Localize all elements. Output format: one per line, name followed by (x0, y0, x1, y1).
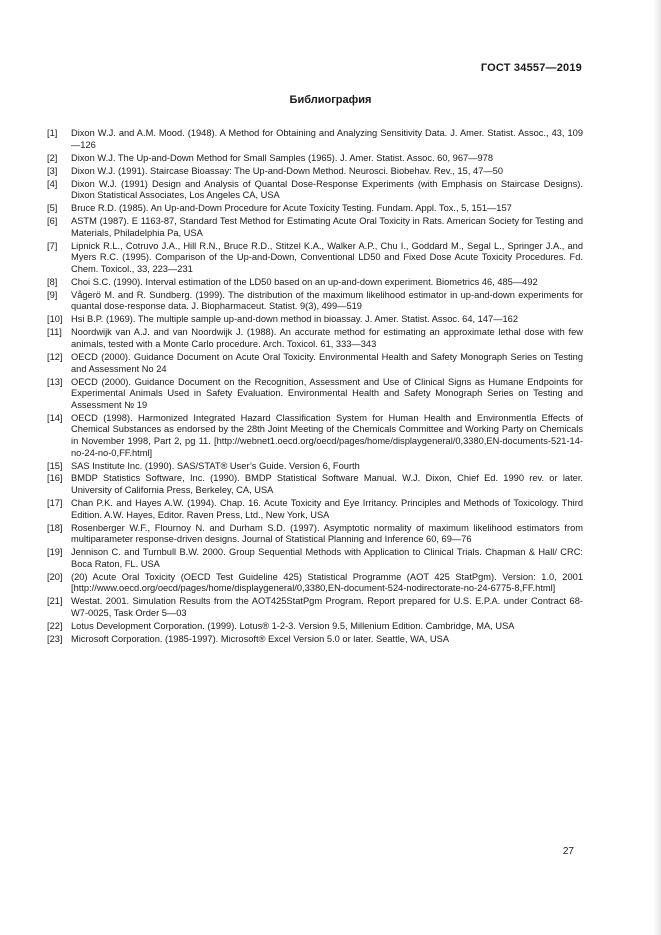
reference-item (47, 216, 583, 239)
reference-item (47, 547, 583, 570)
bibliography-list (47, 128, 583, 646)
reference-item (47, 461, 583, 473)
reference-item (47, 473, 583, 496)
reference-text: Jennison C. and Turnbull B.W. 2000. Group Sequential Methods with Application to Clinical Trials. Chapman & Hall/ CRC: Boca Raton, FL. USA (71, 547, 583, 569)
reference-item (47, 179, 583, 202)
reference-item (47, 290, 583, 313)
reference-number: [13] (47, 376, 63, 387)
reference-text: Dixon W.J. and A.M. Mood. (1948). A Method for Obtaining and Analyzing Sensitivity Data. J. Amer. Statist. Assoc., 43, 109—126 (71, 128, 583, 150)
reference-text: Rosenberger W.F., Flournoy N. and Durham S.D. (1997). Asymptotic normality of maximum likelihood estimators from multiparameter response-driven designs. Journal of Statistical Planning and Inference 60, 69—76 (71, 522, 583, 545)
reference-text: Choi S.C. (1990). Interval estimation of the LD50 based on an up-and-down experiment. Biometrics 46, 485—492 (71, 276, 538, 287)
reference-item (47, 523, 583, 546)
page-edge-shadow (653, 0, 661, 935)
reference-item (47, 153, 583, 165)
reference-text: OECD (1998). Harmonized Integrated Hazard Classification System for Human Health and Environmentla Effects of Chemical Substances as endorsed by the 28th Joint Meeting of the Chemicals Committee and Working Party on Chemicals in November 1998, Part 2, pg 11. [http://webnet1.oecd.org/oecd/pages/home/displaygeneral/0,3380,EN-documents-521-14-no-24-no-0,FF.html] (71, 412, 583, 458)
reference-text: Microsoft Corporation. (1985-1997). Microsoft® Excel Version 5.0 or later. Seattle, WA, USA (71, 633, 450, 644)
reference-item (47, 498, 583, 521)
reference-number: [5] (47, 203, 58, 214)
reference-item (47, 277, 583, 289)
reference-item (47, 352, 583, 375)
reference-number: [3] (47, 165, 58, 176)
reference-text: OECD (2000). Guidance Document on the Recognition, Assessment and Use of Clinical Signs as Humane Endpoints for Experimental Animals Used in Safety Evaluation. Environmental Health and Safety Monograph Series on Testing and Assessment № 19 (71, 376, 583, 410)
reference-item (47, 596, 583, 619)
reference-text: Westat. 2001. Simulation Results from the AOT425StatPgm Program. Report prepared for U.S. E.P.A. under Contract 68-W7-0025, Task Order 5—03 (71, 596, 583, 618)
reference-item (47, 241, 583, 276)
document-code: ГОСТ 34557—2019 (480, 62, 582, 74)
reference-number: [11] (47, 327, 62, 338)
reference-item (47, 572, 583, 595)
reference-number: [12] (47, 351, 63, 362)
reference-text: Hsi B.P. (1969). The multiple sample up-and-down method in bioassay. J. Amer. Statist. Assoc. 64, 147—162 (71, 314, 519, 325)
reference-number: [21] (47, 596, 63, 607)
reference-number: [20] (47, 571, 63, 582)
reference-text: SAS Institute Inc. (1990). SAS/STAT® User’s Guide. Version 6, Fourth (71, 460, 360, 471)
reference-item (47, 377, 583, 412)
reference-item (47, 314, 583, 326)
reference-number: [6] (47, 216, 58, 227)
reference-text: ASTM (1987). E 1163-87, Standard Test Method for Estimating Acute Oral Toxicity in Rats. American Society for Testing and Materials, Philadelphia Pa, USA (71, 216, 583, 238)
reference-text: Chan P.K. and Hayes A.W. (1994). Chap. 16. Acute Toxicity and Eye Irritancy. Principles and Methods of Toxicology. Third Edition. A.W. Hayes, Editor. Raven Press, Ltd., New York, USA (71, 498, 583, 520)
reference-number: [19] (47, 547, 63, 558)
page-number: 27 (562, 846, 574, 857)
reference-item (47, 166, 583, 178)
reference-number: [1] (47, 128, 58, 138)
reference-item (47, 327, 583, 350)
reference-number: [10] (47, 314, 63, 325)
reference-number: [7] (47, 240, 58, 251)
reference-number: [2] (47, 152, 58, 163)
reference-number: [18] (47, 522, 63, 533)
reference-text: OECD (2000). Guidance Document on Acute Oral Toxicity. Environmental Health and Safety Monograph Series on Testing and Assessment No 24 (71, 351, 583, 374)
reference-text: Dixon W.J. (1991) Design and Analysis of Quantal Dose-Response Experiments (with Emphasis on Staircase Designs). Dixon Statistical Associates, Los Angeles CA, USA (71, 178, 583, 201)
reference-number: [4] (47, 178, 58, 189)
reference-text: Bruce R.D. (1985). An Up-and-Down Procedure for Acute Toxicity Testing. Fundam. Appl. Tox., 5, 151—157 (71, 203, 512, 214)
reference-text: Dixon W.J. (1991). Staircase Bioassay: The Up-and-Down Method. Neurosci. Biobehav. Rev., 15, 47—50 (71, 165, 503, 176)
reference-number: [17] (47, 498, 63, 509)
reference-item (47, 128, 583, 151)
reference-number: [8] (47, 276, 58, 287)
reference-number: [22] (47, 620, 63, 631)
reference-item (47, 413, 583, 459)
reference-text: Dixon W.J. The Up-and-Down Method for Small Samples (1965). J. Amer. Statist. Assoc. 60, 967—978 (71, 152, 493, 163)
reference-text: Lipnick R.L., Cotruvo J.A., Hill R.N., Bruce R.D., Stitzel K.A., Walker A.P., Chu I., Goddard M., Segal L., Springer J.A., and Myers R.C. (1995). Comparison of the Up-and-Down, Conventional LD50 and Fixed Dose Acute Toxicity Procedures. Fd. Chem. Toxicol., 33, 223—231 (71, 240, 583, 274)
reference-item (47, 203, 583, 215)
reference-text: Vågerö M. and R. Sundberg. (1999). The distribution of the maximum likelihood estimator in up-and-down experiments for quantal dose-response data. J. Biopharmaceut. Statist. 9(3), 499—519 (71, 289, 583, 312)
reference-text: (20) Acute Oral Toxicity (OECD Test Guideline 425) Statistical Programme (AOT 425 StatPgm). Version: 1.0, 2001 [http://www.oecd.org/oecd/pages/home/displaygeneral/0,3380,EN-document-524-nodirectorate-no-24-6775-8,FF.html] (71, 571, 583, 594)
reference-number: [14] (47, 412, 63, 423)
page-title: Библиография (289, 94, 372, 106)
reference-number: [23] (47, 633, 63, 644)
reference-text: Lotus Development Corporation. (1999). Lotus® 1-2-3. Version 9.5, Millenium Edition. Cambridge, MA, USA (71, 620, 515, 631)
reference-item (47, 634, 583, 646)
reference-number: [16] (47, 473, 63, 484)
reference-text: BMDP Statistics Software, Inc. (1990). BMDP Statistical Software Manual. W.J. Dixon, Chief Ed. 1990 rev. or later. University of California Press, Berkeley, CA, USA (71, 473, 583, 496)
reference-number: [15] (47, 460, 63, 471)
reference-number: [9] (47, 289, 58, 300)
reference-item (47, 621, 583, 633)
reference-text: Noordwijk van A.J. and van Noordwijk J. (1988). An accurate method for estimating an approximate lethal dose with few animals, tested with a Monte Carlo procedure. Arch. Toxicol. 61, 333—343 (71, 327, 583, 349)
